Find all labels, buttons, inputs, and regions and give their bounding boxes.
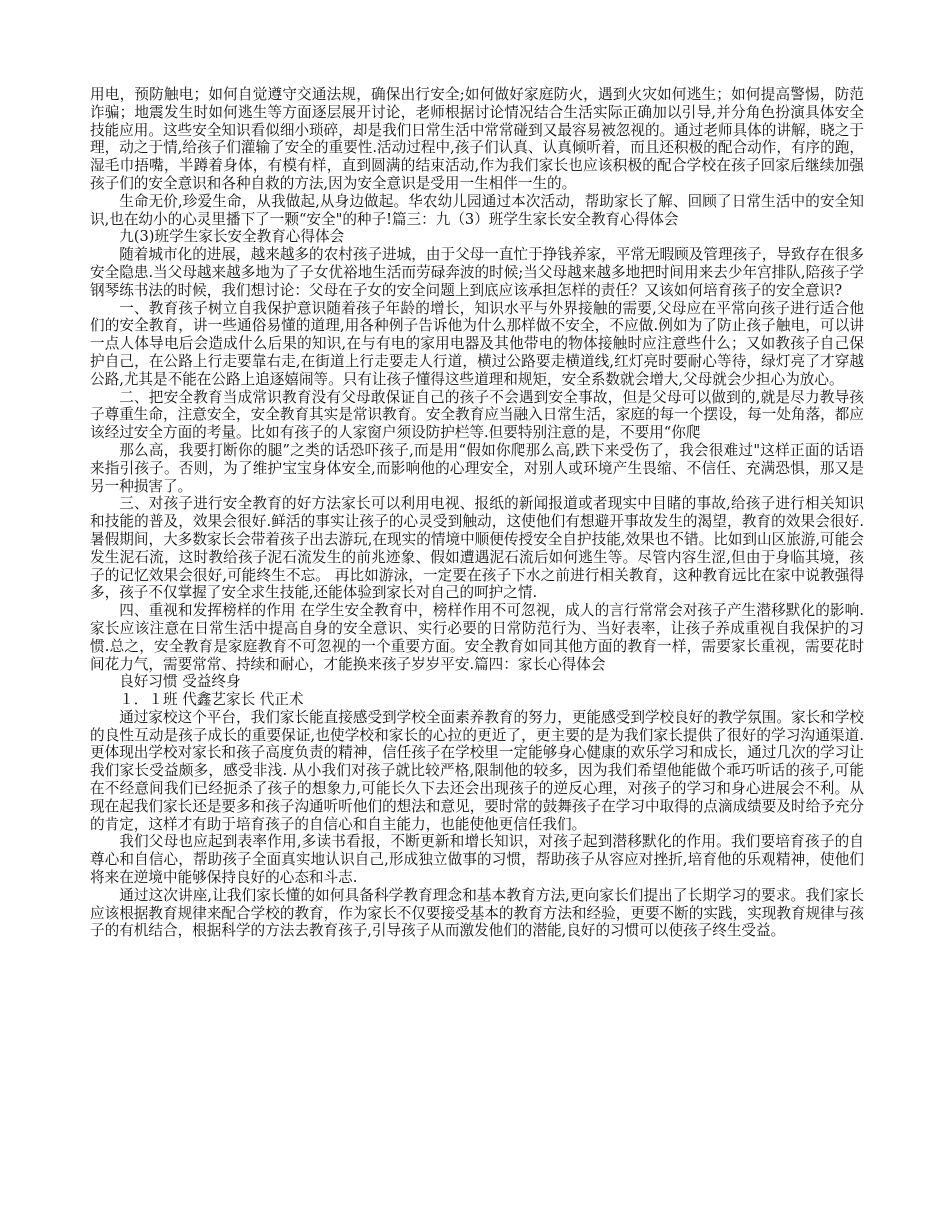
paragraph: 用电，预防触电；如何自觉遵守交通法规，确保出行安全;如何做好家庭防火，遇到火灾如何逃生；如何提高警惕，防范诈骗；地震发生时如何逃生等方面逐层展开讨论，老师根据讨论情况结合生活实际正确加以引导,并分角色扮演具体安全技能应用。这些安全知识看似细小琐碎，却是我们日常生活中常常碰到又最容易被忽视的。通过老师具体的讲解，晓之于理，动之于情,给孩子们灌输了安全的重要性.活动过程中,孩子们认真、认真倾听着，而且还积极的配合动作，有序的跑，湿毛巾捂嘴，半蹲着身体，有模有样，直到圆满的结束活动,作为我们家长也应该积极的配合学校在孩子回家后继续加强孩子们的安全意识和各种自救的方法,因为安全意识是受用一生相伴一生的。 — [90, 86, 864, 192]
paragraph: 三、对孩子进行安全教育的好方法家长可以利用电视、报纸的新闻报道或者现实中目睹的事故,给孩子进行相关知识和技能的普及，效果会很好.鲜活的事实让孩子的心灵受到触动，这使他们有想避开事故发生的渴望，教育的效果会很好. 暑假期间，大多数家长会带着孩子出去游玩,在现实的情境中顺便传授安全自护技能,效果也不错。比如到山区旅游,可能会发生泥石流，这时教给孩子泥石流发生的前兆迹象、假如遭遇泥石流后如何逃生等。尽管内容生涩,但由于身临其境，孩子的记忆效果会很好,可能终生不忘。 再比如游泳，一定要在孩子下水之前进行相关教育，这种教育远比在家中说教强得多，孩子不仅掌握了安全求生技能,还能体验到家长对自己的呵护之情. — [90, 495, 864, 602]
paragraph: 通过家校这个平台，我们家长能直接感受到学校全面素养教育的努力，更能感受到学校良好的教学氛围。家长和学校的良性互动是孩子成长的重要保证,也使学校和家长的心拉的更近了，更主要的是为我们家长提供了很好的学习沟通渠道.更体现出学校对家长和孩子高度负责的精神，信任孩子在学校里一定能够身心健康的欢乐学习和成长，通过几次的学习让我们家长受益颇多，感受非浅. 从小我们对孩子就比较严格,限制他的较多，因为我们希望他能做个乖巧听话的孩子,可能在不经意间我们已经扼杀了孩子的想象力,可能长久下去还会出现孩子的逆反心理，对孩子的学习和身心进展会不利。从现在起我们家长还是要多和孩子沟通听听他们的想法和意见，要时常的鼓舞孩子在学习中取得的点滴成绩要及时给予充分的肯定，这样才有助于培育孩子的自信心和自主能力，也能使他更信任我们。 — [90, 708, 864, 833]
paragraph: 那么高，我要打断你的腿”之类的话恐吓孩子,而是用“假如你爬那么高,跌下来受伤了，我会很难过"这样正面的话语来指引孩子。否则，为了维护宝宝身体安全,而影响他的心理安全，对别人或环境产生畏缩、不信任、充满恐惧，那又是另一种损害了。 — [90, 441, 864, 495]
paragraph: 二、把安全教育当成常识教育没有父母敢保证自己的孩子不会遇到安全事故，但是父母可以做到的,就是尽力教导孩子尊重生命，注意安全，安全教育其实是常识教育。安全教育应当融入日常生活，家庭的每一个摆设，每一处角落，都应该经过安全方面的考量。比如有孩子的人家窗户须设防护栏等.但要特别注意的是，不要用“你爬 — [90, 388, 864, 442]
section-heading: 良好习惯 受益终身 — [119, 673, 241, 691]
author-line: １．１班 代鑫艺家长 代正术 — [119, 691, 304, 709]
paragraph: 四、重视和发挥榜样的作用 在学生安全教育中，榜样作用不可忽视，成人的言行常常会对孩子产生潜移默化的影响.家长应该注意在日常生活中提高自身的安全意识、实行必要的日常防范行为、当好表率，让孩子养成重视自我保护的习惯.总之，安全教育是家庭教育不可忽视的一个重要方面。安全教育如同其他方面的教育一样，需要家长重视，需要花时间花力气，需要常常、持续和耐心，才能换来孩子岁岁平安.篇四：家长心得体会 — [90, 602, 864, 673]
paragraph: 随着城市化的进展，越来越多的农村孩子进城，由于父母一直忙于挣钱养家，平常无暇顾及管理孩子，导致存在很多安全隐患.当父母越来越多地为了子女优裕地生活而劳碌奔波的时候;当父母越来越多地把时间用来去少年宫排队,陪孩子学钢琴练书法的时候，我们想讨论：父母在子女的安全问题上到底应该承担怎样的责任？又该如何培育孩子的安全意识? — [90, 246, 864, 299]
paragraph: 通过这次讲座,让我们家长懂的如何具备科学教育理念和基本教育方法,更向家长们提出了长期学习的要求。我们家长应该根据教育规律来配合学校的教育，作为家长不仅要接受基本的教育方法和经验，更要不断的实践，实现教育规律与孩子的有机结合，根据科学的方法去教育孩子,引导孩子从而激发他们的潜能,良好的习惯可以使孩子终生受益。 — [90, 886, 864, 940]
paragraph: 生命无价,珍爱生命，从我做起,从身边做起。华农幼儿园通过本次活动，帮助家长了解、回顾了日常生活中的安全知识,也在幼小的心灵里播下了一颗“安全"的种子!篇三：九（3）班学生家长安全教育心得体会 — [90, 192, 864, 228]
paragraph: 我们父母也应起到表率作用,多读书看报，不断更新和增长知识，对孩子起到潜移默化的作用。我们要培育孩子的自尊心和自信心，帮助孩子全面真实地认识自己,形成独立做事的习惯，帮助孩子从容应对挫折,培育他的乐观精神，使他们将来在逆境中能够保持良好的心态和斗志. — [90, 833, 864, 887]
document-body — [90, 86, 864, 940]
section-heading: 九(3)班学生家长安全教育心得体会 — [119, 228, 345, 246]
paragraph: 一、教育孩子树立自我保护意识随着孩子年龄的增长，知识水平与外界接触的需要,父母应在平常向孩子进行适合他们的安全教育，讲一些通俗易懂的道理,用各种例子告诉他为什么那样做不安全，不应做.例如为了防止孩子触电，可以讲一点人体导电后会造成什么后果的知识,在与有电的家用电器及其他带电的物体接触时应注意些什么；又如教孩子自己保护自己，在公路上行走要靠右走,在街道上行走要走人行道，横过公路要走横道线,红灯亮时要耐心等待，绿灯亮了才穿越公路,尤其是不能在公路上追逐嬉闹等。只有让孩子懂得这些道理和规矩，安全系数就会增大,父母就会少担心为放心。 — [90, 299, 864, 388]
